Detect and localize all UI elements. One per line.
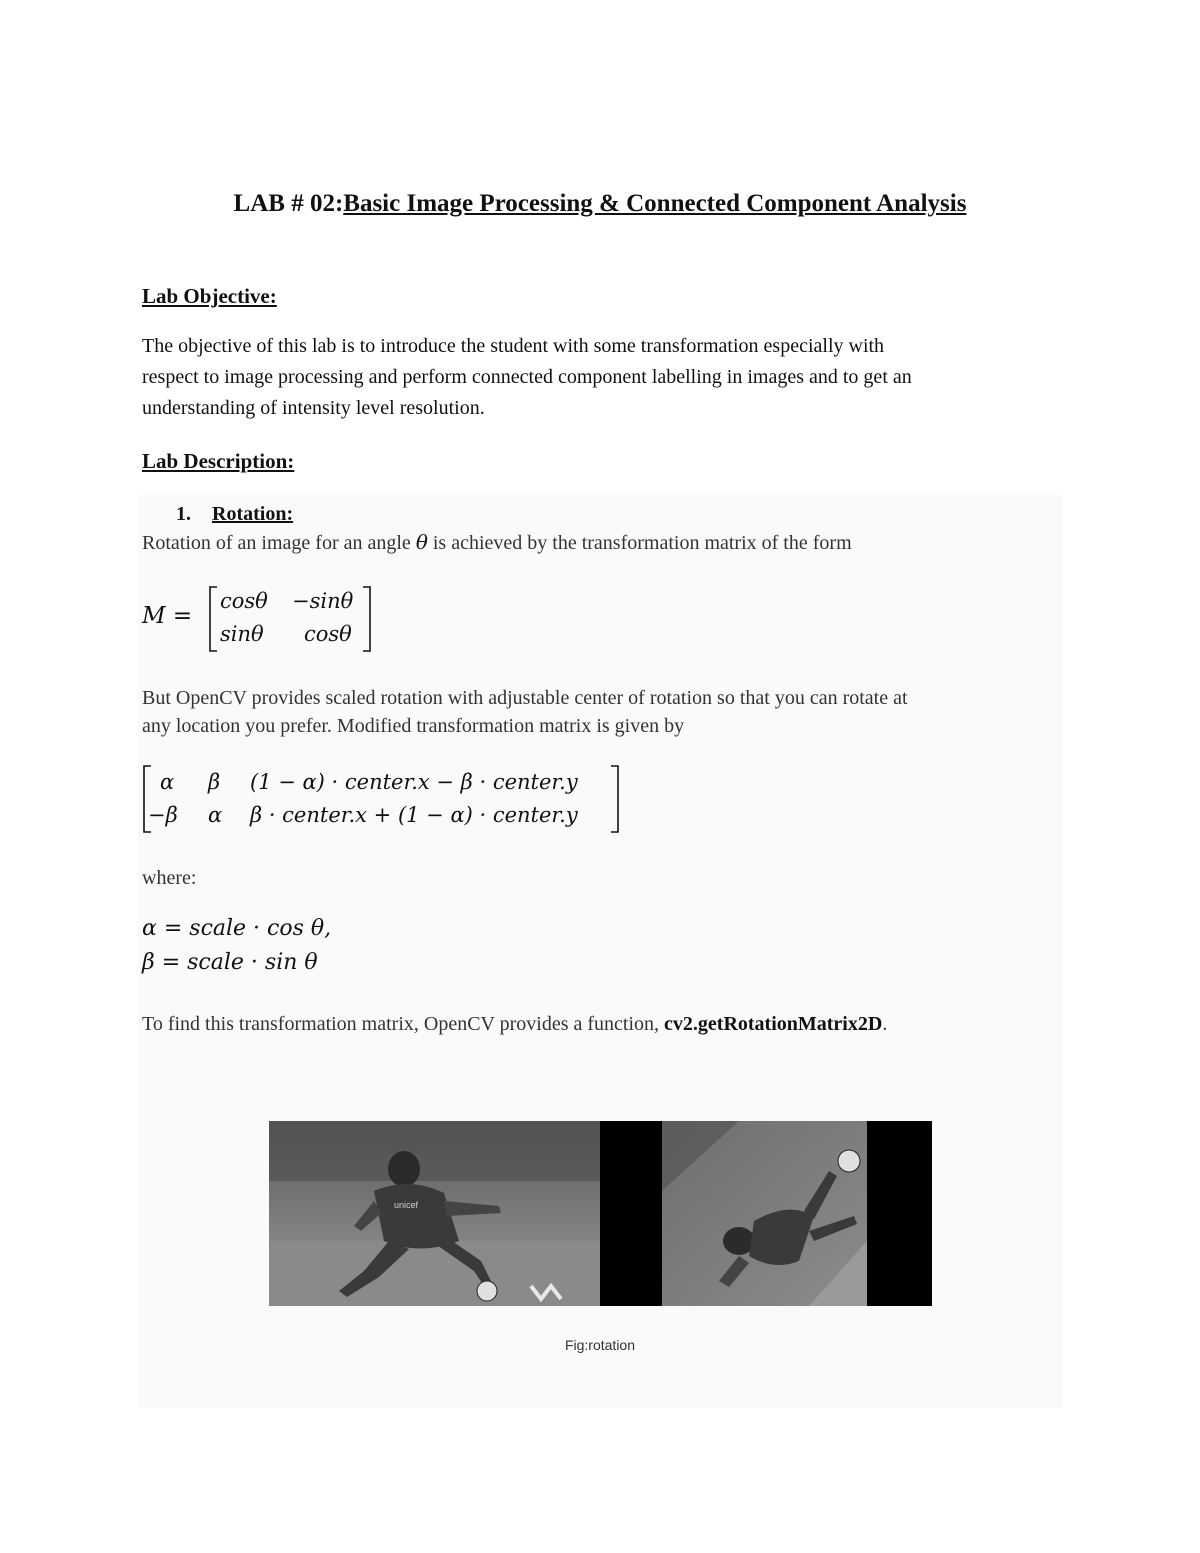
where-label: where: (142, 867, 197, 889)
find-after: . (882, 1013, 888, 1035)
title-text: Basic Image Processing & Connected Component Analysis (343, 190, 967, 217)
opencv-paragraph (142, 684, 1058, 740)
opencv-line: But OpenCV provides scaled rotation with adjustable center of rotation so that you can rotate at (142, 687, 908, 709)
theta-symbol: θ (415, 530, 428, 554)
matrix-mod-r2c2: α (208, 803, 223, 827)
matrix-mod-r1c3: (1 − α) · center.x − β · center.y (250, 770, 578, 794)
matrix-mod-r1c2: β (208, 770, 221, 794)
beta-equation: β = scale · sin θ (142, 950, 318, 975)
find-function-text (142, 1010, 887, 1038)
rotated-photo (662, 1121, 867, 1306)
rotation-figure (269, 1121, 932, 1306)
page-title (0, 186, 1200, 222)
matrix-m-r1c2: −sinθ (292, 589, 354, 613)
item-label: Rotation: (212, 503, 294, 525)
title-prefix: LAB # 02: (233, 190, 344, 217)
objective-line: understanding of intensity level resolution. (142, 397, 485, 419)
matrix-m-lhs: M = (142, 603, 193, 629)
matrix-m-r1c1: cosθ (220, 589, 268, 613)
rotation-intro-after: is achieved by the transformation matrix of the form (432, 532, 852, 554)
alpha-equation: α = scale · cos θ, (142, 916, 332, 941)
rotation-intro (142, 528, 852, 557)
rotation-intro-before: Rotation of an image for an angle (142, 532, 411, 554)
matrix-modified (142, 764, 622, 836)
matrix-m (142, 585, 382, 653)
matrix-mod-r2c3: β · center.x + (1 − α) · center.y (250, 803, 578, 827)
figure-caption: Fig:rotation (564, 1337, 636, 1353)
description-heading: Lab Description: (142, 449, 295, 473)
shirt-text: unicef (394, 1200, 419, 1210)
matrix-mod-r1c1: α (160, 770, 175, 794)
objective-heading: Lab Objective: (142, 284, 277, 308)
matrix-mod-r2c1: −β (148, 803, 178, 827)
item-number: 1. (176, 503, 191, 525)
objective-paragraph (142, 331, 1058, 424)
rotation-figure-image (269, 1121, 932, 1306)
function-name: cv2.getRotationMatrix2D (664, 1013, 883, 1035)
matrix-m-r2c2: cosθ (304, 622, 352, 646)
objective-line: respect to image processing and perform connected component labelling in images and to get an (142, 366, 912, 388)
objective-line: The objective of this lab is to introduce the student with some transformation especially with (142, 335, 885, 357)
matrix-m-r2c1: sinθ (220, 622, 264, 646)
opencv-line: any location you prefer. Modified transformation matrix is given by (142, 715, 685, 737)
original-photo (269, 1121, 600, 1306)
find-before: To find this transformation matrix, OpenCV provides a function, (142, 1013, 665, 1035)
